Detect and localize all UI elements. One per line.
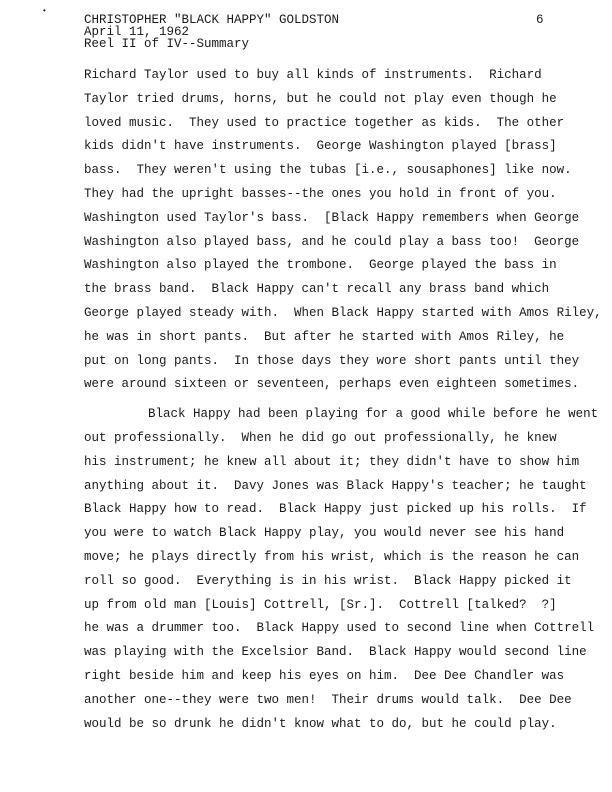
header-reel: Reel II of IV--Summary (84, 37, 250, 51)
text-line: Taylor tried drums, horns, but he could not play even though he (84, 91, 557, 106)
transcript-body (84, 64, 604, 736)
text-line: George played steady with. When Black Happy started with Amos Riley, (84, 305, 602, 320)
text-line: Black Happy how to read. Black Happy just picked up his rolls. If (84, 502, 587, 517)
text-line: his instrument; he knew all about it; they didn't have to show him (84, 454, 580, 469)
text-line: loved music. They used to practice together as kids. The other (84, 115, 565, 130)
text-line: move; he plays directly from his wrist, which is the reason he can (84, 549, 580, 564)
text-line: They had the upright basses--the ones you hold in front of you. (84, 186, 557, 201)
header-title: CHRISTOPHER "BLACK HAPPY" GOLDSTON (84, 13, 340, 27)
text-line: were around sixteen or seventeen, perhaps even eighteen sometimes. (84, 377, 580, 392)
text-line: anything about it. Davy Jones was Black Happy's teacher; he taught (84, 478, 587, 493)
text-line: Richard Taylor used to buy all kinds of instruments. Richard (84, 68, 542, 82)
text-line: he was in short pants. But after he started with Amos Riley, he (84, 329, 565, 344)
text-line: up from old man [Louis] Cottrell, [Sr.]. Cottrell [talked? ?] (84, 597, 557, 612)
corner-mark: • (42, 7, 47, 16)
paragraph-2 (84, 403, 604, 736)
text-line: Washington also played bass, and he could play a bass too! George (84, 234, 580, 249)
text-line: he was a drummer too. Black Happy used to second line when Cottrell (84, 621, 595, 636)
text-line: another one--they were two men! Their drums would talk. Dee Dee (84, 692, 572, 707)
text-line: bass. They weren't using the tubas [i.e., sousaphones] like now. (84, 163, 572, 178)
text-line: kids didn't have instruments. George Washington played [brass] (84, 139, 557, 154)
paragraph-1 (84, 64, 604, 397)
text-line: the brass band. Black Happy can't recall any brass band which (84, 282, 550, 297)
text-line: you were to watch Black Happy play, you would never see his hand (84, 526, 565, 541)
text-line: out professionally. When he did go out professionally, he knew (84, 430, 557, 445)
text-line: Black Happy had been playing for a good while before he went (148, 407, 599, 422)
text-line: right beside him and keep his eyes on him. Dee Dee Chandler was (84, 668, 565, 683)
text-line: would be so drunk he didn't know what to do, but he could play. (84, 716, 557, 731)
text-line: roll so good. Everything is in his wrist. Black Happy picked it (84, 573, 572, 588)
text-line: Washington also played the trombone. George played the bass in (84, 258, 557, 273)
text-line: Washington used Taylor's bass. [Black Happy remembers when George (84, 210, 580, 225)
document-header (84, 14, 339, 50)
text-line: was playing with the Excelsior Band. Black Happy would second line (84, 645, 587, 660)
header-date: April 11, 1962 (84, 25, 190, 39)
page-number: 6 (536, 13, 544, 27)
text-line: put on long pants. In those days they wore short pants until they (84, 353, 580, 368)
